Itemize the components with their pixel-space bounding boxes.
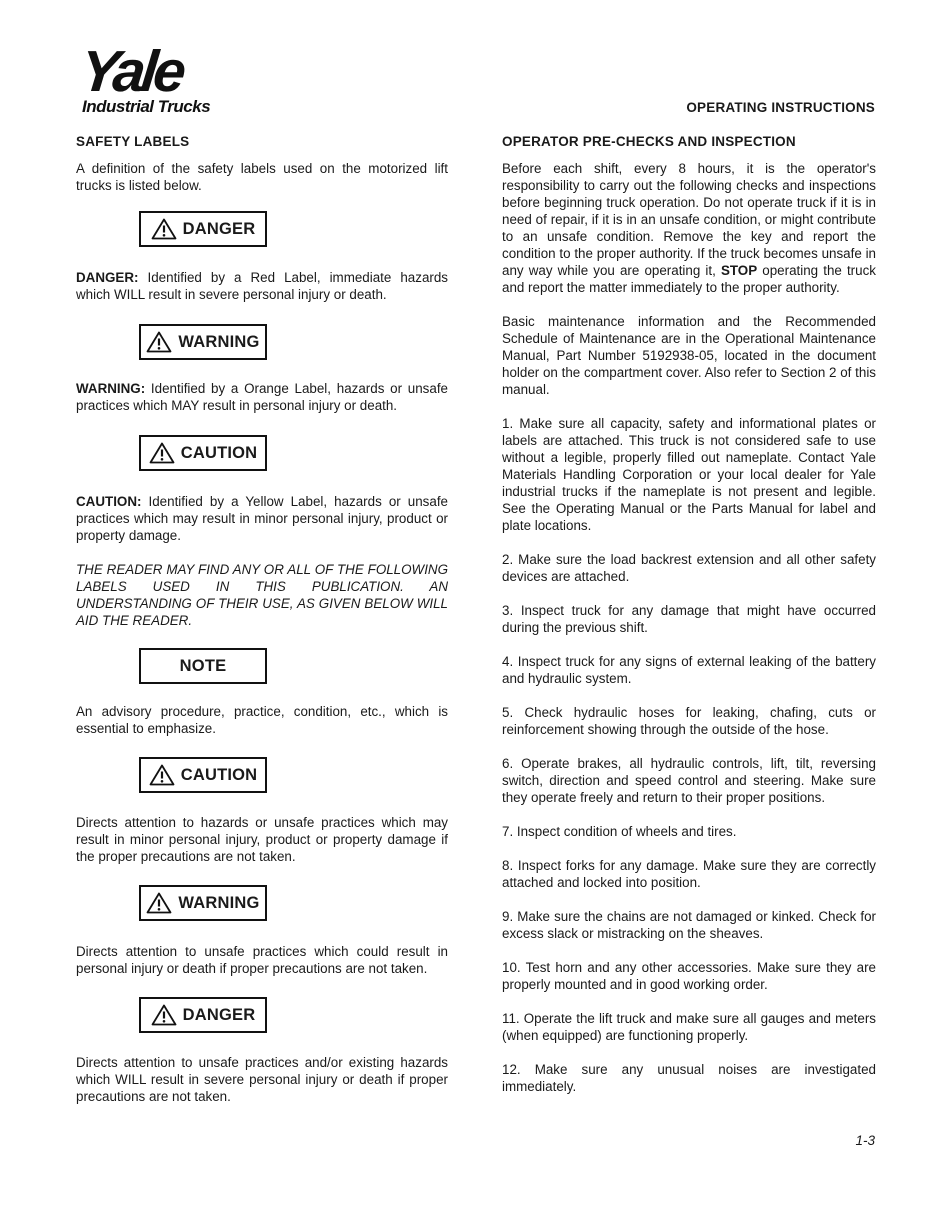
right-column — [502, 133, 876, 1095]
warning-term: WARNING: — [76, 381, 146, 396]
warning-explanation: Directs attention to unsafe practices which could result in personal injury or death if proper precautions are not taken. — [76, 944, 448, 976]
warning-triangle-icon — [149, 442, 175, 464]
caution-text: Identified by a Yellow Label, hazards or unsafe practices which may result in minor personal injury, product or property damage. — [76, 494, 448, 543]
warning-triangle-icon — [149, 764, 175, 786]
warning-text: Identified by a Orange Label, hazards or unsafe practices which MAY result in personal injury or death. — [76, 381, 448, 413]
checklist-item-text: 6. Operate brakes, all hydraulic controls, lift, tilt, reversing switch, direction and speed control and steering. Make sure they operate freely and return to their proper positions. — [502, 756, 876, 805]
checklist-item — [502, 1061, 876, 1095]
checklist-item-text: 8. Inspect forks for any damage. Make sure they are correctly attached and locked into position. — [502, 858, 876, 890]
checklist-item-text: 1. Make sure all capacity, safety and informational plates or labels are attached. This truck is not considered safe to use without a legible, properly filled out nameplate. Contact Yale Materials Handling Corporation or your local dealer for Yale industrial trucks if the nameplate is not present and legible. See the Operating Manual or the Parts Manual for label and plate locations. — [502, 416, 876, 533]
maintenance-paragraph: Basic maintenance information and the Recommended Schedule of Maintenance are in the Operational Maintenance Manual, Part Number 5192938-05, located in the document holder on the compartment cover. Also refer to Section 2 of this manual. — [502, 314, 876, 397]
note-definition: An advisory procedure, practice, condition, etc., which is essential to emphasize. — [76, 704, 448, 736]
checklist-item — [502, 823, 876, 840]
intro-text-a: Before each shift, every 8 hours, it is the operator's responsibility to carry out the following checks and inspections before beginning truck operation. Do not operate truck if it is in need of repair, if it is in an unsafe condition, or might contribute to an unsafe condition. Remove the key and report the condition to the proper authority. If the truck becomes unsafe in any way while you are operating it, — [502, 161, 876, 278]
warning-label-2-text: WARNING — [178, 893, 260, 912]
checklist-item-text: 2. Make sure the load backrest extension and all other safety devices are attached. — [502, 552, 876, 584]
checklist-item-text: 7. Inspect condition of wheels and tires. — [502, 824, 737, 839]
checklist-item — [502, 755, 876, 806]
intro-text-b: operating the truck and report the matter immediately to the proper authority. — [502, 263, 876, 295]
yale-logo — [77, 39, 238, 116]
left-column — [76, 133, 448, 1105]
caution-label-2 — [139, 757, 267, 793]
checklist-item — [502, 653, 876, 687]
pre-checks-heading: OPERATOR PRE-CHECKS AND INSPECTION — [502, 134, 796, 149]
logo-wordmark: Yale — [77, 39, 186, 104]
danger-label-2 — [139, 997, 267, 1033]
checklist-item-text: 5. Check hydraulic hoses for leaking, chafing, cuts or reinforcement showing through the outside of the hose. — [502, 705, 876, 737]
logo-subtitle: Industrial Trucks — [82, 97, 211, 116]
checklist-item — [502, 959, 876, 993]
checklist-item-text: 11. Operate the lift truck and make sure all gauges and meters (when equipped) are functioning properly. — [502, 1011, 876, 1043]
checklist-item — [502, 602, 876, 636]
checklist-item — [502, 551, 876, 585]
danger-label-text: DANGER — [182, 219, 256, 238]
warning-triangle-icon — [151, 1004, 177, 1026]
caution-explanation: Directs attention to hazards or unsafe practices which may result in minor personal injury, product or property damage if the proper precautions are not taken. — [76, 815, 448, 864]
checklist-item — [502, 1010, 876, 1044]
danger-text: Identified by a Red Label, immediate hazards which WILL result in severe personal injury or death. — [76, 270, 448, 302]
danger-term: DANGER: — [76, 270, 139, 285]
caution-label — [139, 435, 267, 471]
danger-label-2-text: DANGER — [182, 1005, 256, 1024]
danger-label — [139, 211, 267, 247]
warning-label-text: WARNING — [178, 332, 260, 351]
intro-paragraph: A definition of the safety labels used on the motorized lift trucks is listed below. — [76, 161, 448, 193]
checklist-item — [502, 415, 876, 534]
note-label-text: NOTE — [179, 656, 227, 675]
checklist-item-text: 3. Inspect truck for any damage that might have occurred during the previous shift. — [502, 603, 876, 635]
checklist-item — [502, 704, 876, 738]
warning-label-2 — [139, 885, 267, 921]
checklist-item-text: 10. Test horn and any other accessories. Make sure they are properly mounted and in good working order. — [502, 960, 876, 992]
checklist-item-text: 12. Make sure any unusual noises are investigated immediately. — [502, 1062, 876, 1094]
warning-triangle-icon — [146, 331, 172, 353]
caution-definition — [76, 493, 448, 544]
pre-checks-intro — [502, 160, 876, 296]
caution-term: CAUTION: — [76, 494, 142, 509]
checklist-item-text: 4. Inspect truck for any signs of external leaking of the battery and hydraulic system. — [502, 654, 876, 686]
checklist-item — [502, 857, 876, 891]
warning-definition — [76, 380, 448, 414]
warning-triangle-icon — [146, 892, 172, 914]
checklist-item-text: 9. Make sure the chains are not damaged or kinked. Check for excess slack or mistracking on the sheaves. — [502, 909, 876, 941]
page-number: 1-3 — [855, 1133, 875, 1148]
safety-labels-heading: SAFETY LABELS — [76, 134, 190, 149]
caution-label-text: CAUTION — [180, 443, 258, 462]
danger-explanation: Directs attention to unsafe practices and/or existing hazards which WILL result in severe personal injury or death if proper precautions are not taken. — [76, 1055, 448, 1104]
caution-label-2-text: CAUTION — [180, 765, 258, 784]
section-title: OPERATING INSTRUCTIONS — [686, 100, 875, 115]
warning-label — [139, 324, 267, 360]
reader-note: THE READER MAY FIND ANY OR ALL OF THE FOLLOWING LABELS USED IN THIS PUBLICATION. AN UNDERSTANDING OF THEIR USE, AS GIVEN BELOW WILL AID THE READER. — [76, 562, 448, 628]
danger-definition — [76, 269, 448, 303]
checklist-item — [502, 908, 876, 942]
note-label — [139, 648, 267, 684]
stop-emphasis: STOP — [720, 263, 758, 278]
warning-triangle-icon — [151, 218, 177, 240]
